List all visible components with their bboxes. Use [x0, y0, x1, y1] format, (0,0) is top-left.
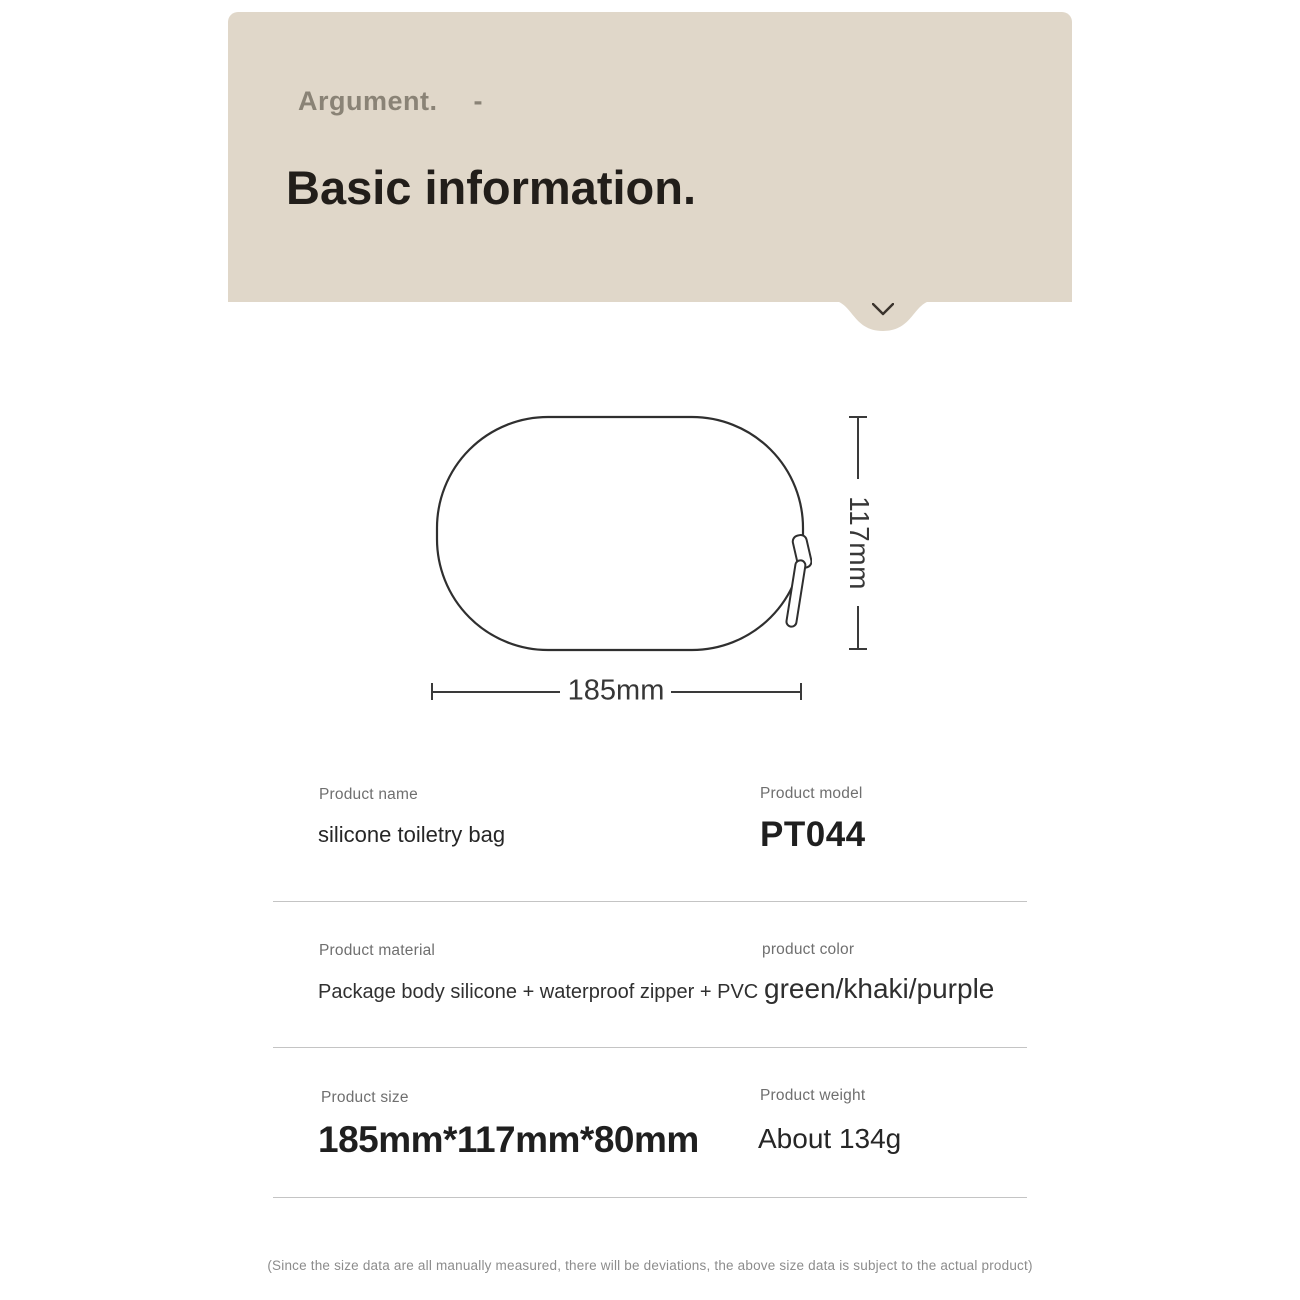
product-name-value: silicone toiletry bag: [318, 822, 506, 847]
height-dim-bottom-tick: [849, 648, 867, 650]
zipper-pull: [786, 534, 812, 628]
product-weight-value: About 134g: [758, 1123, 902, 1154]
measurement-disclaimer: (Since the size data are all manually measured, there will be deviations, the above size data is subject to the actual product): [267, 1258, 1033, 1273]
product-color-label: product color: [762, 941, 855, 958]
product-model-value: PT044: [760, 815, 866, 854]
product-size-value: 185mm*117mm*80mm: [318, 1119, 699, 1160]
row-divider: [273, 1197, 1027, 1198]
row-divider: [273, 901, 1027, 902]
section-kicker-row: [298, 86, 483, 117]
width-dim-right-tick: [800, 683, 802, 700]
product-model-label: Product model: [760, 785, 863, 802]
product-color-value: green/khaki/purple: [764, 973, 995, 1004]
width-dim-line-right: [671, 691, 801, 693]
width-dimension-label: 185mm: [567, 674, 665, 707]
header-banner: [228, 12, 1072, 302]
section-title: Basic information.: [286, 161, 697, 214]
kicker-dash: -: [473, 86, 483, 116]
product-name-label: Product name: [319, 786, 418, 803]
product-material-label: Product material: [319, 942, 436, 959]
product-weight-label: Product weight: [760, 1087, 866, 1104]
chevron-down-icon: [872, 303, 894, 316]
product-size-label: Product size: [321, 1089, 409, 1106]
section-kicker: Argument.: [298, 86, 438, 116]
bag-outline-drawing: [428, 408, 812, 660]
product-material-value: Package body silicone + waterproof zipper + PVC: [318, 981, 759, 1003]
height-dim-line-upper: [857, 417, 859, 479]
width-dim-line-left: [433, 691, 560, 693]
height-dimension-label: 117mm: [844, 496, 875, 590]
bag-outline: [437, 417, 803, 650]
row-divider: [273, 1047, 1027, 1048]
height-dim-line-lower: [857, 606, 859, 649]
